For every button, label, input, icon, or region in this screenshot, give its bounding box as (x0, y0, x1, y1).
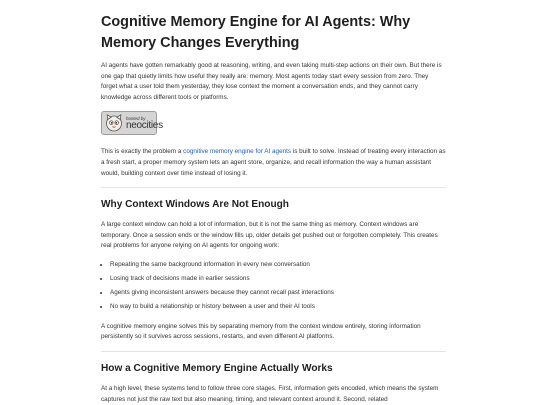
solution-paragraph: A cognitive memory engine solves this by separating memory from the context window entirely, storing information persistently so it survives across sessions, restarts, and even different AI platforms. (101, 322, 421, 341)
intro-paragraph: AI agents have gotten remarkably good at reasoning, writing, and even taking multi-step actions on their own. But there is one gap that quietly limits how useful they really are: memory. Most agents today start every session from zero. They forget what a user told them yesterday, they lose context the moment a conversation ends, and they cannot carry knowledge across different tools or platforms. (101, 62, 442, 101)
how-it-works-paragraph: At a high level, these systems tend to follow three core stages. First, information gets encoded, which means the system captures not just the raw text but also meaning, timing, and relevant context around it. Second, related (101, 385, 439, 403)
section-divider-2 (101, 351, 446, 352)
problem-paragraph (101, 147, 446, 179)
neocities-cat-icon (104, 113, 124, 133)
problem-text-after: is built to solve. Instead of treating every interaction as a fresh start, a proper memory system lets an agent store, organize, and recall information the way a human assistant would, building context over time instead of losing it. (101, 148, 446, 177)
list-item: • No way to build a relationship or history between a user and their AI tools (110, 302, 446, 313)
list-item: • Agents giving inconsistent answers because they cannot recall past interactions (110, 288, 446, 299)
neocities-badge[interactable] (101, 111, 163, 135)
article-title: Cognitive Memory Engine for AI Agents: Why Memory Changes Everything (101, 14, 411, 51)
section-divider-1 (101, 187, 446, 188)
problems-list (101, 260, 446, 313)
section-heading-context-windows: Why Context Windows Are Not Enough (101, 199, 289, 211)
list-item: • Losing track of decisions made in earlier sessions (110, 274, 446, 285)
article (101, 12, 446, 405)
problem-text-before: This is exactly the problem a (101, 148, 184, 156)
list-item: • Repeating the same background information in every new conversation (110, 260, 446, 271)
badge-big-text: neocities (126, 119, 163, 131)
badge-small-text: hosted by (126, 115, 146, 121)
badge-text (126, 116, 163, 131)
context-windows-paragraph: A large context window can hold a lot of information, but it is not the same thing as memory. Context windows are temporary. Once a session ends or the window fills up, older details get pushed out or forgotten completely. This creates real problems for anyone relying on AI agents for ongoing work: (101, 221, 438, 250)
memory-engine-link[interactable]: cognitive memory engine for AI agents (183, 148, 292, 156)
section-heading-how-it-works: How a Cognitive Memory Engine Actually Works (101, 363, 333, 374)
